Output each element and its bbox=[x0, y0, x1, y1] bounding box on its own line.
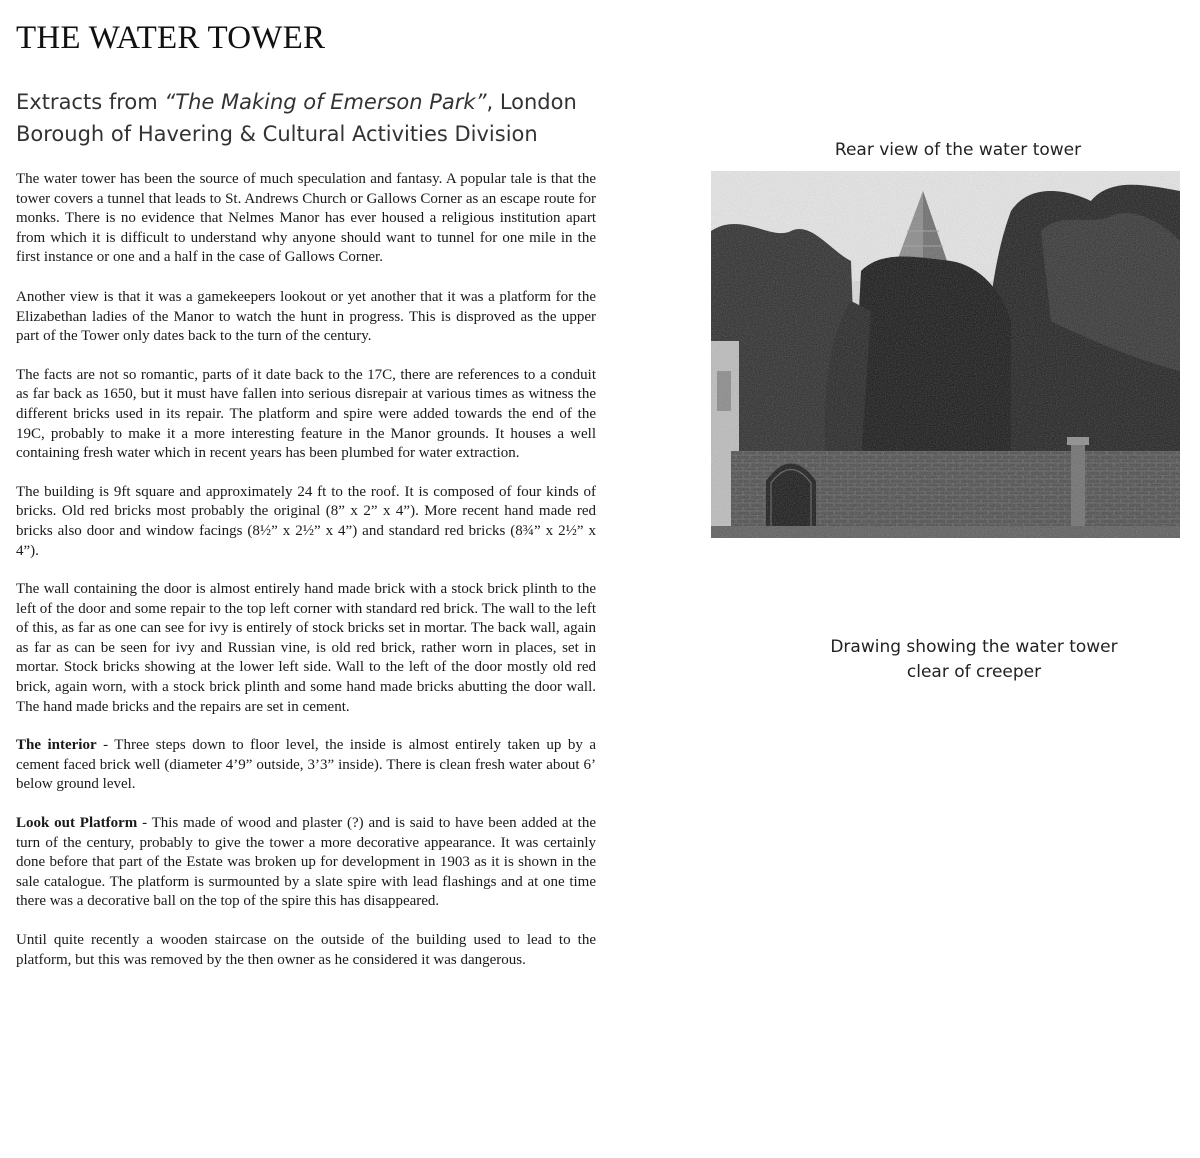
subtitle bbox=[16, 86, 616, 150]
paragraph-walls: The wall containing the door is almost entirely hand made brick with a stock brick plinth to the left of the door and some repair to the top left corner with standard red brick. The wall to the left of this, as far as one can see for ivy is entirely of stock bricks set in mortar. The back wall, again as far as can be seen for ivy and Russian vine, is old red brick, rather worn in places, set in mortar. Stock bricks showing at the lower left side. Wall to the left of the door mostly old red brick, again worn, with a stock brick plinth and some hand made bricks abutting the door wall. The hand made bricks and the repairs are set in cement. bbox=[16, 581, 596, 715]
paragraph-interior bbox=[16, 736, 596, 795]
water-tower-photo bbox=[711, 171, 1180, 538]
interior-text: - Three steps down to floor level, the inside is almost entirely taken up by a cement faced brick well (diameter 4’9” outside, 3’3” inside). There is clean fresh water about 6’ below ground level. bbox=[16, 737, 596, 793]
paragraph-platform bbox=[16, 814, 596, 912]
drawing-caption: Drawing showing the water tower clear of creeper bbox=[830, 637, 1118, 682]
subtitle-prefix: Extracts from bbox=[16, 90, 165, 114]
rear-view-caption: Rear view of the water tower bbox=[834, 140, 1082, 160]
paragraph-speculation: The water tower has been the source of much speculation and fantasy. A popular tale is that the tower covers a tunnel that leads to St. Andrews Church or Gallows Corner as an escape route for monks. There is no evidence that Nelmes Manor has ever housed a religious institution apart from which it is difficult to understand why anyone should want to tunnel for one mile in the first instance or one and a half in the case of Gallows Corner. bbox=[16, 171, 596, 266]
book-title: “The Making of Emerson Park” bbox=[164, 90, 487, 114]
subtitle-suffix: , London Borough of Havering & Cultural Activities Division bbox=[16, 90, 577, 146]
interior-label: The interior bbox=[16, 737, 97, 754]
platform-text: - This made of wood and plaster (?) and is said to have been added at the turn of the century, probably to give the tower a more decorative appearance. It was certainly done before that part of the Estate was broken up for development in 1903 as it is shown in the sale catalogue. The platform is surmounted by a slate spire with lead flashings and at one time there was a decorative ball on the top of the spire this has disappeared. bbox=[16, 815, 596, 910]
paragraph-dimensions: The building is 9ft square and approximately 24 ft to the roof. It is composed of four kinds of bricks. Old red bricks most probably the original (8” x 2” x 4”). More recent hand made red bricks also door and window facings (8½” x 2½” x 4”) and standard red bricks (8¾” x 2½” x 4”). bbox=[16, 483, 596, 559]
platform-label: Look out Platform bbox=[16, 815, 138, 832]
paragraph-closing: Until quite recently a wooden staircase on the outside of the building used to lead to the platform, but this was removed by the then owner as he considered it was dangerous. bbox=[16, 932, 596, 968]
page-title: THE WATER TOWER bbox=[16, 20, 326, 56]
paragraph-lookout: Another view is that it was a gamekeepers lookout or yet another that it was a platform for the Elizabethan ladies of the Manor to watch the hunt in progress. This is disproved as the upper part of the Tower only dates back to the turn of the century. bbox=[16, 288, 596, 345]
paragraph-facts: The facts are not so romantic, parts of it date back to the 17C, there are references to a conduit as far back as 1650, but it must have fallen into serious disrepair at various times as witness the different bricks used in its repair. The platform and spire were added towards the end of the 19C, probably to make it a more interesting feature in the Manor grounds. It houses a well containing fresh water which in recent years has been plumbed for water extraction. bbox=[16, 366, 596, 462]
article-body bbox=[16, 170, 596, 989]
